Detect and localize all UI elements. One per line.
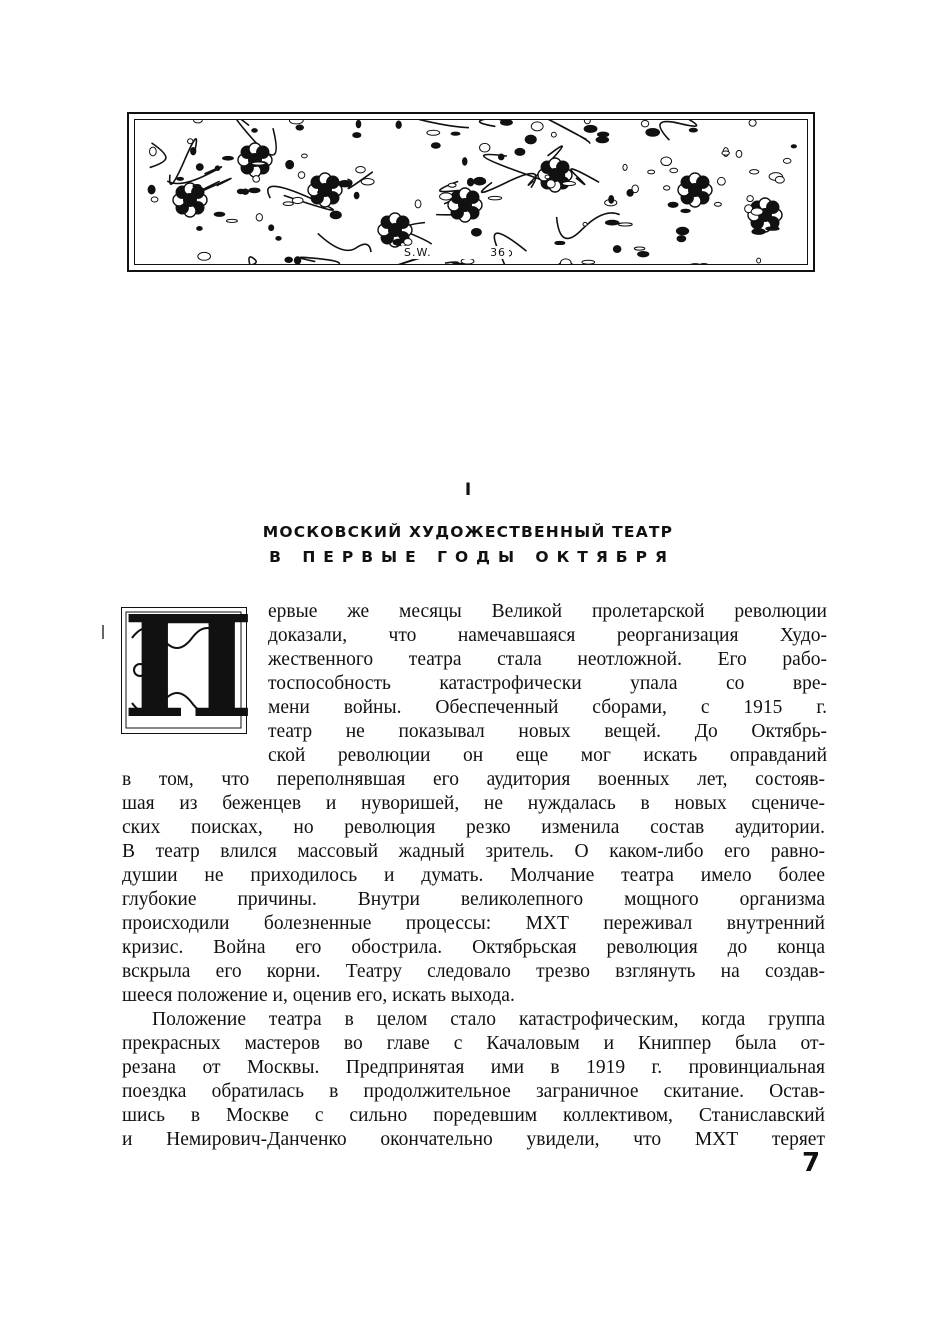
chapter-title-line2: В ПЕРВЫЕ ГОДЫ ОКТЯБРЯ: [269, 548, 675, 566]
ornamental-header-banner: [127, 112, 815, 272]
text-line: театр не показывал новых вещей. До Октябрь-: [268, 721, 827, 742]
floral-ornament: [135, 120, 808, 265]
artist-signature: S.W. 36: [401, 246, 509, 259]
text-line: доказали, что намечавшаяся реорганизация Худо-: [268, 625, 827, 646]
page-number: 7: [802, 1148, 821, 1178]
text-line: жественного театра стала неотложной. Его рабо-: [268, 649, 827, 670]
text-line: шееся положение и, оценив его, искать выхода.: [122, 985, 515, 1006]
banner-frame: [134, 119, 808, 265]
text-line: душии не приходилось и думать. Молчание театра имело более: [122, 865, 825, 886]
text-line: ской революции он еще мог искать оправданий: [268, 745, 827, 766]
text-line: прекрасных мастеров во главе с Качаловым и Книппер была от-: [122, 1033, 825, 1054]
text-line: в том, что переполнявшая его аудитория военных лет, состояв-: [122, 769, 825, 790]
text-line: тоспособность катастрофически упала со вре-: [268, 673, 827, 694]
chapter-number: I: [464, 480, 472, 500]
text-line: шая из беженцев и нуворишей, не нуждалась в новых сцениче-: [122, 793, 825, 814]
text-line: В театр влился массовый жадный зритель. О каком-либо его равно-: [122, 841, 825, 862]
text-line: шись в Москве с сильно поредевшим коллективом, Станиславский: [122, 1105, 825, 1126]
text-line: кризис. Война его обострила. Октябрьская революция до конца: [122, 937, 825, 958]
drop-cap-letter: П: [122, 586, 255, 750]
text-line: ервые же месяцы Великой пролетарской революции: [268, 601, 827, 622]
text-line: резана от Москвы. Предпринятая ими в 1919 г. провинциальная: [122, 1057, 825, 1078]
text-line: поездка обратилась в продолжительное заграничное скитание. Остав-: [122, 1081, 825, 1102]
margin-mark: [102, 625, 104, 639]
text-line: вскрыла его корни. Театру следовало трезво взглянуть на создав-: [122, 961, 825, 982]
drop-cap-initial: [121, 586, 255, 750]
text-line: Положение театра в целом стало катастрофическим, когда группа: [152, 1009, 825, 1030]
text-line: мени войны. Обеспеченный сборами, с 1915 г.: [268, 697, 827, 718]
text-line: происходили болезненные процессы: МХТ переживал внутренний: [122, 913, 825, 934]
chapter-title-line1: МОСКОВСКИЙ ХУДОЖЕСТВЕННЫЙ ТЕАТР: [262, 523, 674, 541]
text-line: глубокие причины. Внутри великолепного мощного организма: [122, 889, 825, 910]
text-line: ских поисках, но революция резко изменила состав аудитории.: [122, 817, 825, 838]
text-line: и Немирович-Данченко окончательно увидели, что МХТ теряет: [122, 1129, 825, 1150]
